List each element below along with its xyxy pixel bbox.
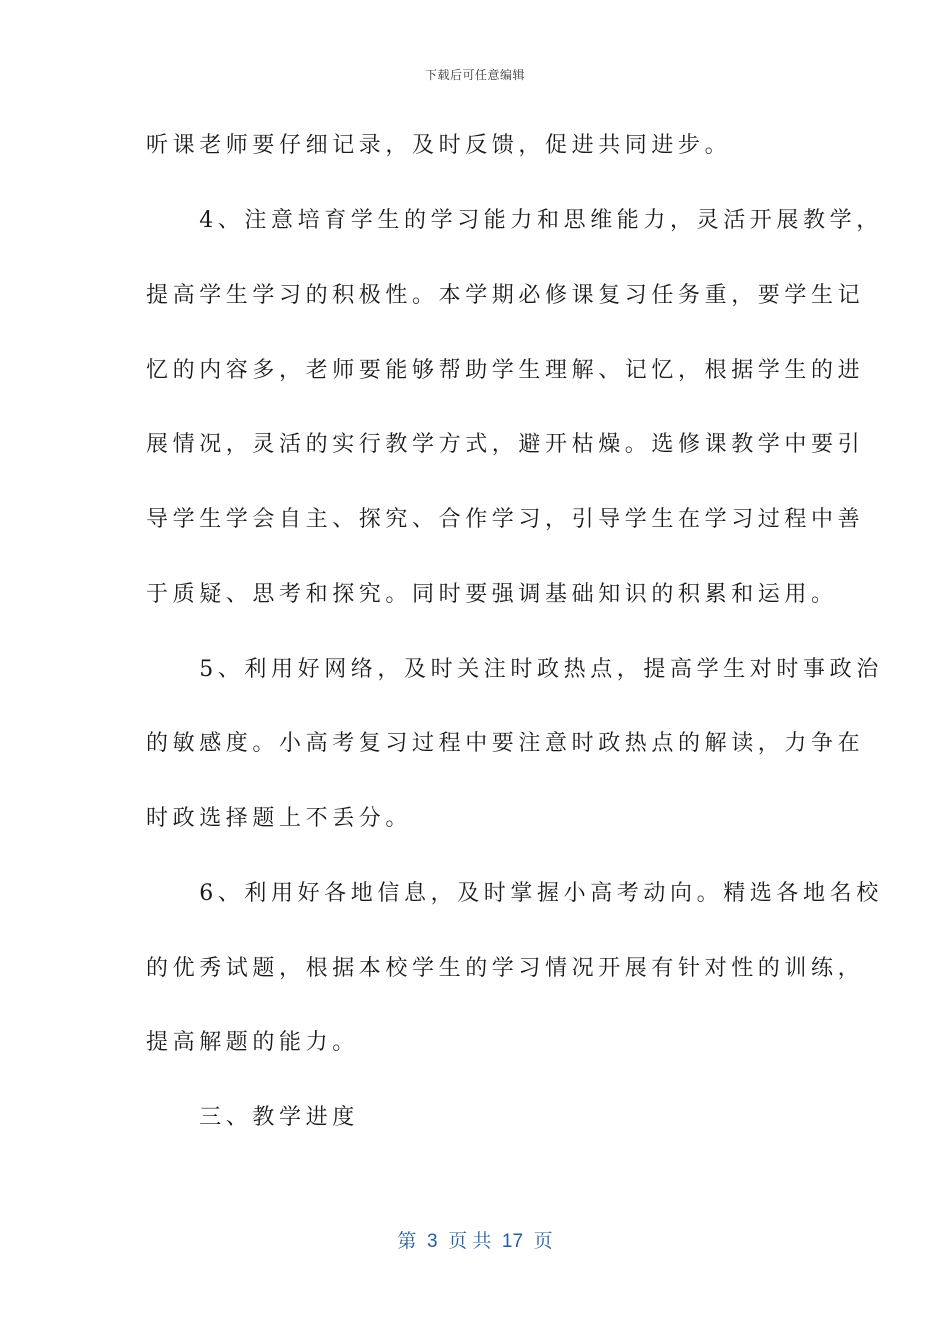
- text-line: 5、利用好网络，及时关注时政热点，提高学生对时事政治: [146, 657, 883, 682]
- text-line: 4、注意培育学生的学习能力和思维能力，灵活开展教学，: [146, 208, 883, 233]
- text-line: 忆的内容多，老师要能够帮助学生理解、记忆，根据学生的进: [146, 358, 865, 383]
- text-line: 提高解题的能力。: [146, 1030, 359, 1055]
- page-number: 第 3 页 共 17 页: [397, 1231, 553, 1252]
- text-line: 于质疑、思考和探究。同时要强调基础知识的积累和运用。: [146, 582, 838, 607]
- text-line: 三、教学进度: [146, 1105, 359, 1130]
- text-line: 导学生学会自主、探究、合作学习，引导学生在学习过程中善: [146, 507, 865, 532]
- text-line: 听课老师要仔细记录，及时反馈，促进共同进步。: [146, 133, 732, 158]
- text-line: 提高学生学习的积极性。本学期必修课复习任务重，要学生记: [146, 283, 865, 308]
- header-note: 下载后可任意编辑: [424, 68, 525, 82]
- text-line: 6、利用好各地信息，及时掌握小高考动向。精选各地名校: [146, 881, 883, 906]
- text-line: 时政选择题上不丢分。: [146, 806, 413, 831]
- text-line: 的敏感度。小高考复习过程中要注意时政热点的解读，力争在: [146, 731, 865, 756]
- text-line: 的优秀试题，根据本校学生的学习情况开展有针对性的训练，: [146, 956, 865, 981]
- text-line: 展情况，灵活的实行教学方式，避开枯燥。选修课教学中要引: [146, 432, 865, 457]
